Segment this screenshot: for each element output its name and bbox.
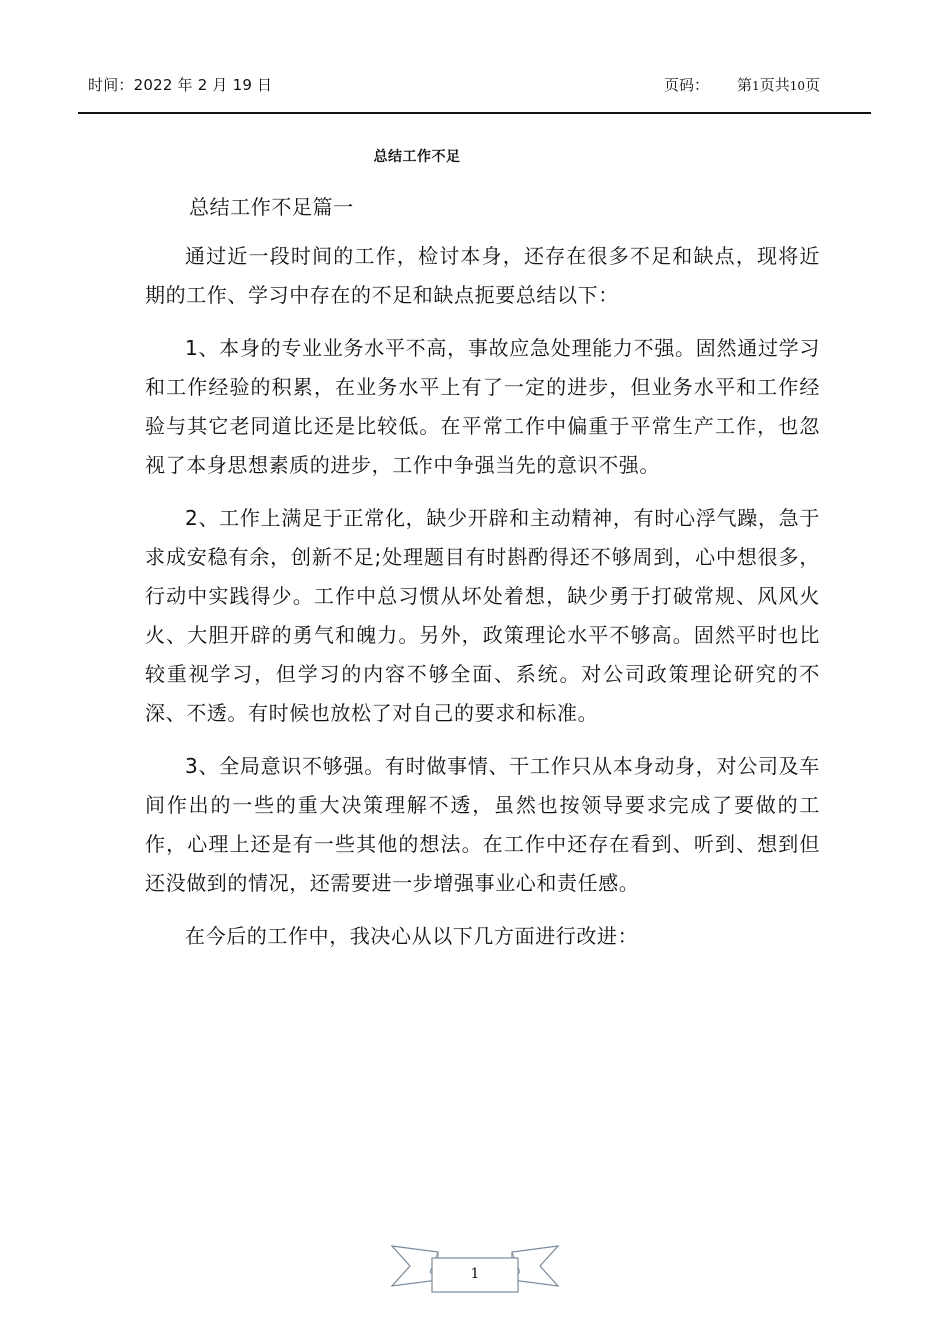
page-prefix: 第	[737, 76, 753, 94]
header-page-indicator	[664, 74, 820, 95]
paragraph-point-1: 1、本身的专业业务水平不高，事故应急处理能力不强。固然通过学习和工作经验的积累，在业务水平上有了一定的进步，但业务水平和工作经验与其它老同道比还是比较低。在平常工作中偏重于平常生产工作，也忽视了本身思想素质的进步，工作中争强当先的意识不强。	[145, 336, 820, 477]
page-current: 1	[752, 79, 760, 93]
page-suffix: 页	[804, 76, 820, 94]
paragraph-intro: 通过近一段时间的工作，检讨本身，还存在很多不足和缺点，现将近期的工作、学习中存在的不足和缺点扼要总结以下：	[145, 244, 820, 307]
page-number-ribbon	[380, 1236, 570, 1308]
paragraph-point-3: 3、全局意识不够强。有时做事情、干工作只从本身动身，对公司及车间作出的一些的重大决策理解不透，虽然也按领导要求完成了要做的工作，心理上还是有一些其他的想法。在工作中还存在看到、听到、想到但还没做到的情况，还需要进一步增强事业心和责任感。	[145, 754, 820, 895]
page-total: 10	[789, 79, 805, 93]
document-body	[145, 188, 820, 970]
page-label: 页码：	[664, 76, 710, 94]
page-middle: 页共	[759, 76, 790, 94]
footer-page-number: 1	[470, 1266, 480, 1282]
paragraph-point-2: 2、工作上满足于正常化，缺少开辟和主动精神，有时心浮气躁，急于求成安稳有余，创新不足;处理题目有时斟酌得还不够周到，心中想很多，行动中实践得少。工作中总习惯从坏处着想，缺少勇于打破常规、风风火火、大胆开辟的勇气和魄力。另外，政策理论水平不够高。固然平时也比较重视学习，但学习的内容不够全面、系统。对公司政策理论研究的不深、不透。有时候也放松了对自己的要求和标准。	[145, 506, 820, 725]
document-title: 总结工作不足	[373, 149, 461, 165]
section-heading: 总结工作不足篇一	[189, 195, 354, 219]
header-date: 时间：2022 年 2 月 19 日	[88, 76, 273, 94]
paragraph-improvements: 在今后的工作中，我决心从以下几方面进行改进：	[185, 924, 639, 948]
header-divider	[78, 112, 871, 114]
